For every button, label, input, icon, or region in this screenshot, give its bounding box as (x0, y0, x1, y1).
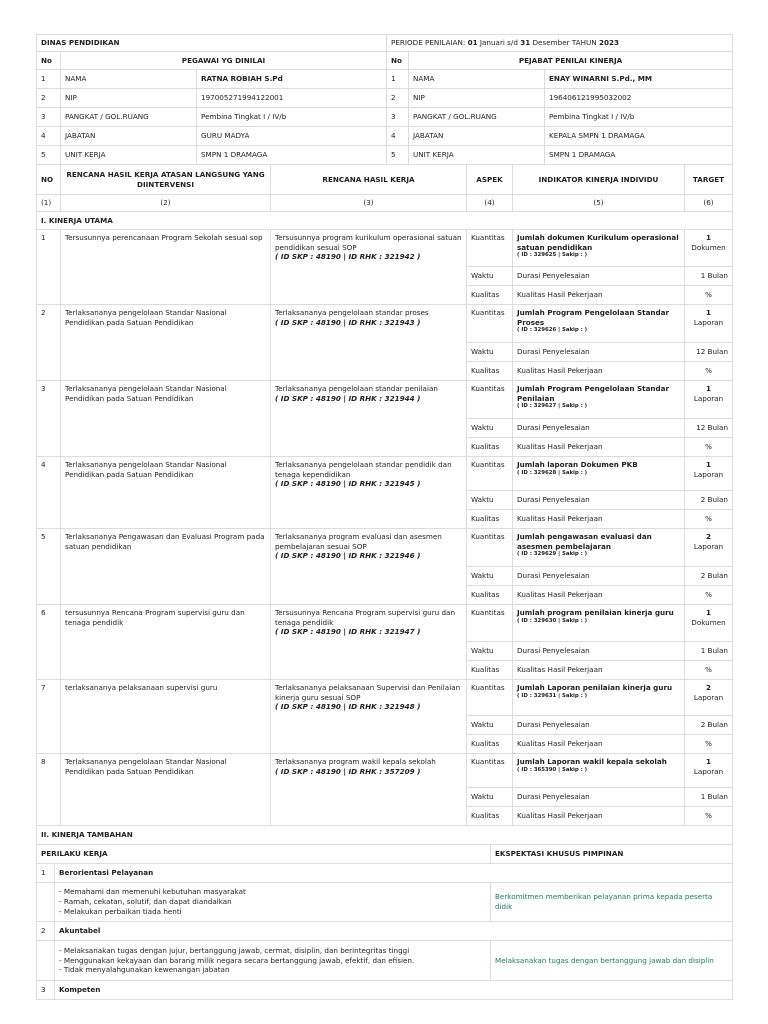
indikator-cell (513, 230, 685, 267)
kualitas-text: Kualitas Hasil Pekerjaan (513, 807, 685, 826)
indikator-cell (513, 680, 685, 716)
perilaku-points: - Memahami dan memenuhi kebutuhan masyarakat - Ramah, cekatan, solutif, dan dapat diandalkan - Melakukan perbaikan tiada henti (55, 883, 491, 922)
perilaku-header: PERILAKU KERJA (37, 845, 491, 864)
kinerja-row (37, 605, 733, 642)
rencana-text: Terlaksananya program wakil kepala sekolah (275, 757, 436, 766)
perilaku-title: Kompeten (55, 981, 733, 1000)
pejabat-title: PEJABAT PENILAI KINERJA (409, 52, 733, 70)
col-rencana: RENCANA HASIL KERJA (271, 165, 467, 195)
perilaku-title-row: 1 Berorientasi Pelayanan (37, 864, 733, 883)
rencana-hasil (271, 680, 467, 754)
skp-id: ( ID SKP : 48190 | ID RHK : 321947 ) (275, 627, 421, 637)
perilaku-detail-row (37, 941, 733, 981)
waktu-target: 1 Bulan (685, 788, 733, 807)
rencana-atasan: Terlaksananya pengelolaan Standar Nasional Pendidikan pada Satuan Pendidikan (61, 457, 271, 529)
perilaku-title: Berorientasi Pelayanan (55, 864, 733, 883)
kinerja-no: 6 (37, 605, 61, 680)
waktu-text: Durasi Penyelesaian (513, 788, 685, 807)
pejabat-nip: 196406121995032002 (545, 89, 733, 108)
waktu-text: Durasi Penyelesaian (513, 343, 685, 362)
skp-id: ( ID SKP : 48190 | ID RHK : 321948 ) (275, 702, 421, 712)
indikator-id: ( ID : 329628 | Sakip : ) (517, 469, 588, 476)
perilaku-points: - Melaksanakan tugas dengan jujur, bertanggung jawab, cermat, disiplin, dan berintegritas tinggi - Menggunakan kekayaan dan barang milik negara secara bertanggung jawab, efektif, dan efisien. - Tidak menyalahgunakan kewenangan jabatan (55, 941, 491, 981)
kualitas-text: Kualitas Hasil Pekerjaan (513, 362, 685, 381)
kualitas-target: % (685, 586, 733, 605)
rencana-atasan: Terlaksananya Pengawasan dan Evaluasi Program pada satuan pendidikan (61, 529, 271, 605)
periode-text: PERIODE PENILAIAN: 01 Januari s/d 31 Desember TAHUN 2023 (387, 35, 733, 52)
aspek-kuantitas: Kuantitas (467, 305, 513, 343)
indikator-text: Jumlah Laporan wakil kepala sekolah (517, 757, 667, 766)
no-header: No (37, 52, 61, 70)
kinerja-row (37, 680, 733, 716)
waktu-text: Durasi Penyelesaian (513, 491, 685, 510)
waktu-target: 2 Bulan (685, 716, 733, 735)
perilaku-title: Akuntabel (55, 922, 733, 941)
indikator-id: ( ID : 329629 | Sakip : ) (517, 551, 588, 558)
target-num: 1 (705, 757, 711, 766)
aspek-waktu: Waktu (467, 788, 513, 807)
waktu-target: 2 Bulan (685, 567, 733, 586)
rencana-hasil (271, 754, 467, 826)
indikator-text: Jumlah dokumen Kurikulum operasional satuan pendidikan (517, 233, 679, 252)
waktu-text: Durasi Penyelesaian (513, 267, 685, 286)
skp-id: ( ID SKP : 48190 | ID RHK : 321942 ) (275, 252, 421, 262)
kinerja-no: 2 (37, 305, 61, 381)
rencana-atasan: Tersusunnya perencanaan Program Sekolah sesuai sop (61, 230, 271, 305)
kinerja-row (37, 529, 733, 567)
aspek-waktu: Waktu (467, 343, 513, 362)
target-cell (685, 305, 733, 343)
indikator-id: ( ID : 329630 | Sakip : ) (517, 617, 588, 624)
ekspektasi-header: EKSPEKTASI KHUSUS PIMPINAN (491, 845, 733, 864)
indikator-text: Jumlah program penilaian kinerja guru (517, 608, 674, 617)
target-cell (685, 529, 733, 567)
aspek-kualitas: Kualitas (467, 661, 513, 680)
aspek-kuantitas: Kuantitas (467, 680, 513, 716)
pegawai-unit: SMPN 1 DRAMAGA (197, 146, 387, 165)
kualitas-text: Kualitas Hasil Pekerjaan (513, 438, 685, 457)
pejabat-pangkat: Pembina Tingkat I / IV/b (545, 108, 733, 127)
target-num: 1 (705, 608, 711, 617)
target-unit: Dokumen (691, 617, 726, 627)
kinerja-no: 3 (37, 381, 61, 457)
skp-id: ( ID SKP : 48190 | ID RHK : 321944 ) (275, 393, 421, 403)
rencana-text: Terlaksananya pengelolaan standar proses (275, 308, 429, 317)
target-num: 2 (705, 532, 711, 541)
kinerja-row (37, 230, 733, 267)
kualitas-target: % (685, 510, 733, 529)
kualitas-target: % (685, 735, 733, 754)
kinerja-row (37, 305, 733, 343)
indikator-cell (513, 529, 685, 567)
pejabat-nama: ENAY WINARNI S.Pd., MM (545, 70, 733, 89)
aspek-kualitas: Kualitas (467, 286, 513, 305)
aspek-kuantitas: Kuantitas (467, 230, 513, 267)
kinerja-body (37, 230, 733, 826)
pegawai-title: PEGAWAI YG DINILAI (61, 52, 387, 70)
target-num: 1 (705, 384, 711, 393)
aspek-kuantitas: Kuantitas (467, 457, 513, 491)
pegawai-pangkat: Pembina Tingkat I / IV/b (197, 108, 387, 127)
perilaku-table (36, 844, 733, 1000)
waktu-text: Durasi Penyelesaian (513, 716, 685, 735)
waktu-text: Durasi Penyelesaian (513, 642, 685, 661)
section-kinerja-utama: I. KINERJA UTAMA (37, 212, 733, 230)
pejabat-jabatan: KEPALA SMPN 1 DRAMAGA (545, 127, 733, 146)
target-cell (685, 230, 733, 267)
target-unit: Laporan (693, 469, 724, 479)
perilaku-title-row: 2 Akuntabel (37, 922, 733, 941)
pejabat-unit: SMPN 1 DRAMAGA (545, 146, 733, 165)
identity-row: 3 PANGKAT / GOL.RUANG Pembina Tingkat I / IV/b 3 PANGKAT / GOL.RUANG Pembina Tingkat I / IV/b (37, 108, 733, 127)
kualitas-target: % (685, 438, 733, 457)
rencana-text: Tersusunnya Rencana Program supervisi guru dan tenaga pendidik (275, 608, 456, 627)
target-cell (685, 680, 733, 716)
indikator-cell (513, 605, 685, 642)
target-unit: Laporan (693, 317, 724, 327)
rencana-atasan: Terlaksananya pengelolaan Standar Nasional Pendidikan pada Satuan Pendidikan (61, 754, 271, 826)
aspek-kualitas: Kualitas (467, 438, 513, 457)
section-kinerja-tambahan: II. KINERJA TAMBAHAN (37, 826, 733, 845)
identity-row: 2 NIP 197005271994122001 2 NIP 196406121995032002 (37, 89, 733, 108)
rencana-text: Terlaksananya pelaksanaan Supervisi dan Penilaian kinerja guru sesuai SOP (275, 683, 461, 702)
kinerja-no: 1 (37, 230, 61, 305)
aspek-waktu: Waktu (467, 567, 513, 586)
skp-id: ( ID SKP : 48190 | ID RHK : 321946 ) (275, 551, 421, 561)
aspek-kualitas: Kualitas (467, 510, 513, 529)
waktu-target: 12 Bulan (685, 419, 733, 438)
pegawai-jabatan: GURU MADYA (197, 127, 387, 146)
kualitas-target: % (685, 362, 733, 381)
kualitas-text: Kualitas Hasil Pekerjaan (513, 586, 685, 605)
no-header: No (387, 52, 409, 70)
aspek-kuantitas: Kuantitas (467, 381, 513, 419)
indikator-id: ( ID : 329631 | Sakip : ) (517, 692, 588, 699)
aspek-waktu: Waktu (467, 642, 513, 661)
target-num: 1 (705, 308, 711, 317)
indikator-id: ( ID : 329626 | Sakip : ) (517, 327, 588, 334)
rencana-hasil (271, 305, 467, 381)
indikator-text: Jumlah Laporan penilaian kinerja guru (517, 683, 673, 692)
target-cell (685, 754, 733, 788)
waktu-text: Durasi Penyelesaian (513, 419, 685, 438)
waktu-text: Durasi Penyelesaian (513, 567, 685, 586)
target-cell (685, 381, 733, 419)
rencana-atasan: Terlaksananya pengelolaan Standar Nasional Pendidikan pada Satuan Pendidikan (61, 305, 271, 381)
kualitas-target: % (685, 807, 733, 826)
kinerja-no: 4 (37, 457, 61, 529)
waktu-target: 12 Bulan (685, 343, 733, 362)
waktu-target: 2 Bulan (685, 491, 733, 510)
indikator-text: Jumlah Program Pengelolaan Standar Penilaian (517, 384, 670, 403)
rencana-hasil (271, 457, 467, 529)
rencana-hasil (271, 529, 467, 605)
kualitas-text: Kualitas Hasil Pekerjaan (513, 661, 685, 680)
skp-id: ( ID SKP : 48190 | ID RHK : 321943 ) (275, 317, 421, 327)
kinerja-table: NO RENCANA HASIL KERJA ATASAN LANGSUNG YANG DIINTERVENSI RENCANA HASIL KERJA ASPEK INDIKATOR KINERJA INDIVIDU TARGET (1) (2) (3) (4) (5) (6) I. KINERJA UTAMA 1 Tersusunnya perencanaan Program Sekolah sesuai sop Tersusunnya program kurikulum operasional satuan pendidikan sesuai SOP ( ID SKP : 48190 | ID RHK : 321942 ) Kuantitas Jumlah dokumen Kurikulum operasional satuan pendidikan ( ID : 329625 | Sakip : ) 1 Dokumen Waktu Durasi Penyelesaian 1 Bulan Kualitas Kualitas Hasil Pekerjaan % 2 Terlaksananya pengelolaan Standar Nasional Pendidikan pada Satuan Pendidikan Terlaksananya pengelolaan standar proses ( ID SKP : 48190 | ID RHK : 321943 ) Kuantitas Jumlah Program Pengelolaan Standar Proses ( ID : 329626 | Sakip : ) 1 Laporan Waktu Durasi Penyelesaian 12 Bulan Kualitas Kualitas Hasil Pekerjaan % 3 Terlaksananya pengelolaan Standar Nasional Pendidikan pada Satuan Pendidikan Terlaksananya pengelolaan standar penilaian ( ID SKP : 48190 | ID RHK : 321944 ) Kuantitas Jumlah Program Pengelolaan Standar Penilaian ( ID : 329627 | Sakip : ) 1 Laporan Waktu Durasi Penyelesaian 12 Bulan Kualitas Kualitas Hasil Pekerjaan % 4 Terlaksananya pengelolaan Standar Nasional Pendidikan pada Satuan Pendidikan Terlaksananya pengelolaan standar pendidik dan tenaga kependidikan ( ID SKP : 48190 | ID RHK : 321945 ) Kuantitas Jumlah laporan Dokumen PKB ( ID : 329628 | Sakip : ) 1 Laporan Waktu Durasi Penyelesaian 2 Bulan Kualitas Kualitas Hasil Pekerjaan % 5 Terlaksananya Pengawasan dan Evaluasi Program pada satuan pendidikan Terlaksananya program evaluasi dan asesmen pembelajaran sesuai SOP ( ID SKP : 48190 | ID RHK : 321946 ) Kuantitas Jumlah pengawasan evaluasi dan asesmen pembelajaran ( ID : 329629 | Sakip : ) 2 Laporan Waktu Durasi Penyelesaian 2 Bulan Kualitas Kualitas Hasil Pekerjaan % 6 tersusunnya Rencana Program supervisi guru dan tenaga pendidik Tersusunnya Rencana Program supervisi guru dan tenaga pendidik ( ID SKP : 48190 | ID RHK : 321947 ) Kuantitas Jumlah program penilaian kinerja guru ( ID : 329630 | Sakip : ) 1 Dokumen Waktu Durasi Penyelesaian 1 Bulan Kualitas Kualitas Hasil Pekerjaan % 7 terlaksananya pelaksanaan supervisi guru Terlaksananya pelaksanaan Supervisi dan Penilaian kinerja guru sesuai SOP ( ID SKP : 48190 | ID RHK : 321948 ) Kuantitas Jumlah Laporan penilaian kinerja guru ( ID : 329631 | Sakip : ) 2 Laporan Waktu Durasi Penyelesaian 2 Bulan Kualitas Kualitas Hasil Pekerjaan % 8 Terlaksananya pengelolaan Standar Nasional Pendidikan pada Satuan Pendidikan Terlaksananya program wakil kepala sekolah ( ID SKP : 48190 | ID RHK : 357209 ) Kuantitas Jumlah Laporan wakil kepala sekolah ( ID : 365390 | Sakip : ) 1 Laporan Waktu Durasi Penyelesaian 1 Bulan Kualitas Kualitas Hasil Pekerjaan % II. KINERJA TAMBAHAN (36, 164, 733, 845)
rencana-hasil (271, 381, 467, 457)
dinas-title: DINAS PENDIDIKAN (37, 35, 387, 52)
kinerja-no: 7 (37, 680, 61, 754)
aspek-kualitas: Kualitas (467, 807, 513, 826)
rencana-text: Terlaksananya program evaluasi dan asesmen pembelajaran sesuai SOP (275, 532, 442, 551)
kualitas-target: % (685, 286, 733, 305)
target-cell (685, 457, 733, 491)
col-no: NO (37, 165, 61, 195)
kinerja-no: 5 (37, 529, 61, 605)
perilaku-detail-row (37, 883, 733, 922)
indikator-id: ( ID : 329625 | Sakip : ) (517, 252, 588, 259)
col-rencana-atasan: RENCANA HASIL KERJA ATASAN LANGSUNG YANG DIINTERVENSI (61, 165, 271, 195)
identity-table (36, 34, 733, 165)
perilaku-title-row: 3 Kompeten (37, 981, 733, 1000)
identity-row: 5 UNIT KERJA SMPN 1 DRAMAGA 5 UNIT KERJA SMPN 1 DRAMAGA (37, 146, 733, 165)
aspek-waktu: Waktu (467, 491, 513, 510)
rencana-text: Terlaksananya pengelolaan standar penilaian (275, 384, 438, 393)
ekspektasi-text: Melaksanakan tugas dengan bertanggung jawab dan disiplin (491, 941, 733, 981)
indikator-text: Jumlah laporan Dokumen PKB (517, 460, 638, 469)
identity-row: 1 NAMA RATNA ROBIAH S.Pd 1 NAMA ENAY WINARNI S.Pd., MM (37, 70, 733, 89)
kinerja-row (37, 457, 733, 491)
kualitas-text: Kualitas Hasil Pekerjaan (513, 735, 685, 754)
rencana-atasan: Terlaksananya pengelolaan Standar Nasional Pendidikan pada Satuan Pendidikan (61, 381, 271, 457)
aspek-waktu: Waktu (467, 716, 513, 735)
rencana-text: Tersusunnya program kurikulum operasional satuan pendidikan sesuai SOP (275, 233, 462, 252)
indikator-id: ( ID : 329627 | Sakip : ) (517, 403, 588, 410)
pegawai-nama: RATNA ROBIAH S.Pd (197, 70, 387, 89)
indikator-cell (513, 305, 685, 343)
waktu-target: 1 Bulan (685, 642, 733, 661)
ekspektasi-text: Berkomitmen memberikan pelayanan prima kepada peserta didik (491, 883, 733, 922)
kualitas-text: Kualitas Hasil Pekerjaan (513, 510, 685, 529)
waktu-target: 1 Bulan (685, 267, 733, 286)
target-cell (685, 605, 733, 642)
kinerja-no: 8 (37, 754, 61, 826)
kinerja-row (37, 381, 733, 419)
indikator-text: Jumlah pengawasan evaluasi dan asesmen pembelajaran (517, 532, 652, 551)
target-unit: Laporan (693, 692, 724, 702)
rencana-atasan: terlaksananya pelaksanaan supervisi guru (61, 680, 271, 754)
pegawai-nip: 197005271994122001 (197, 89, 387, 108)
target-unit: Laporan (693, 541, 724, 551)
aspek-kuantitas: Kuantitas (467, 529, 513, 567)
target-unit: Dokumen (691, 242, 726, 252)
indikator-id: ( ID : 365390 | Sakip : ) (517, 766, 588, 773)
target-unit: Laporan (693, 766, 724, 776)
rencana-hasil (271, 605, 467, 680)
aspek-kualitas: Kualitas (467, 735, 513, 754)
indikator-text: Jumlah Program Pengelolaan Standar Proses (517, 308, 670, 327)
aspek-kuantitas: Kuantitas (467, 754, 513, 788)
target-unit: Laporan (693, 393, 724, 403)
col-target: TARGET (685, 165, 733, 195)
aspek-waktu: Waktu (467, 267, 513, 286)
skp-id: ( ID SKP : 48190 | ID RHK : 357209 ) (275, 766, 421, 776)
kualitas-target: % (685, 661, 733, 680)
skp-id: ( ID SKP : 48190 | ID RHK : 321945 ) (275, 479, 421, 489)
rencana-atasan: tersusunnya Rencana Program supervisi guru dan tenaga pendidik (61, 605, 271, 680)
indikator-cell (513, 754, 685, 788)
target-num: 2 (705, 683, 711, 692)
indikator-cell (513, 457, 685, 491)
indikator-cell (513, 381, 685, 419)
col-aspek: ASPEK (467, 165, 513, 195)
col-indikator: INDIKATOR KINERJA INDIVIDU (513, 165, 685, 195)
rencana-hasil (271, 230, 467, 305)
kinerja-row (37, 754, 733, 788)
skp-document (36, 34, 732, 1000)
aspek-waktu: Waktu (467, 419, 513, 438)
aspek-kuantitas: Kuantitas (467, 605, 513, 642)
aspek-kualitas: Kualitas (467, 362, 513, 381)
target-num: 1 (705, 233, 711, 242)
identity-row: 4 JABATAN GURU MADYA 4 JABATAN KEPALA SMPN 1 DRAMAGA (37, 127, 733, 146)
rencana-text: Terlaksananya pengelolaan standar pendidik dan tenaga kependidikan (275, 460, 452, 479)
target-num: 1 (705, 460, 711, 469)
aspek-kualitas: Kualitas (467, 586, 513, 605)
kualitas-text: Kualitas Hasil Pekerjaan (513, 286, 685, 305)
